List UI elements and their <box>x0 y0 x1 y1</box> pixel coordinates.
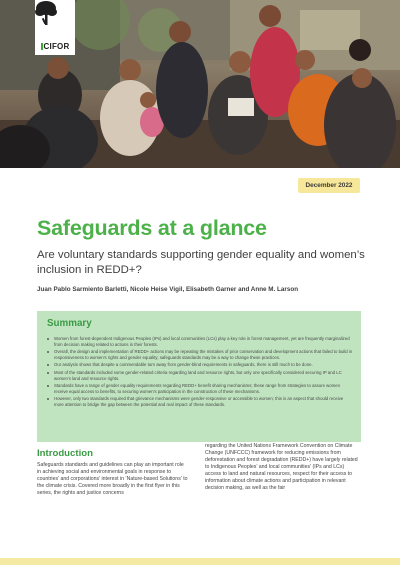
summary-item: Overall, the design and implementation of REDD+ actions may be repeating the mistakes of prior conservation and development actions that failed to build in responsiveness to women’s rights and gender equality; safeguards standards may be a way to change these practices. <box>47 349 353 361</box>
date-badge: December 2022 <box>298 178 360 193</box>
introduction-text-left: Safeguards standards and guidelines can play an important role in achieving social and environmental goals in response to countries’ and corporations’ interest in ‘Nature-based Solutions’ to the climate crisis. Covered more broadly in the first flyer in this series, the rights and justice concerns <box>37 462 188 496</box>
page-subtitle: Are voluntary standards supporting gender equality and women’s inclusion in REDD+? <box>37 249 365 276</box>
introduction-heading: Introduction <box>37 448 93 459</box>
summary-box <box>37 311 361 442</box>
summary-item: However, only two standards required that grievance mechanisms were gender-responsive or accessible to women; this is an aspect that should receive more attention to bridge the gap between the potential and real impact of these standards. <box>47 396 353 408</box>
tree-icon <box>35 0 57 26</box>
authors: Juan Pablo Sarmiento Barletti, Nicole Heise Vigil, Elisabeth Garner and Anne M. Larson <box>37 286 299 293</box>
summary-item: Standards have a range of gender equality requirements regarding REDD+ benefit sharing mechanisms; these range from strategies to assure women receive equal access to benefits, to securing women’s participation in the construction of these mechanisms. <box>47 383 353 395</box>
summary-heading: Summary <box>47 318 92 329</box>
summary-item: Most of the standards included some gender-related criteria regarding land and resource rights, but only one specifically considered securing IP and LC women’s land and resource rights. <box>47 370 353 382</box>
cifor-logo <box>35 0 75 55</box>
introduction-text-right: regarding the United Nations Framework Convention on Climate Change (UNFCCC) framework for reducing emissions from deforestation and forest degradation (REDD+) have largely related to Indigenous Peoples’ and local communities’ (IPs and LCs) access to land and natural resources, respect for their access to information about climate actions and participation in relevant decision making, as well as the fair <box>205 443 358 491</box>
page-title: Safeguards at a glance <box>37 216 267 240</box>
cover-photo <box>0 0 400 168</box>
summary-list <box>47 336 353 409</box>
logo-wordmark: CIFOR <box>41 42 70 51</box>
summary-item: Women from forest-dependent Indigenous Peoples (IPs) and local communities (LCs) play a key role in forest management, yet are frequently marginalized from decision making related to actions in their forests. <box>47 336 353 348</box>
summary-item: Our analysis shows that despite a commendable turn away from gender-blind requirements in safeguards, there is still much to be done. <box>47 362 353 368</box>
footer-bar <box>0 558 400 565</box>
